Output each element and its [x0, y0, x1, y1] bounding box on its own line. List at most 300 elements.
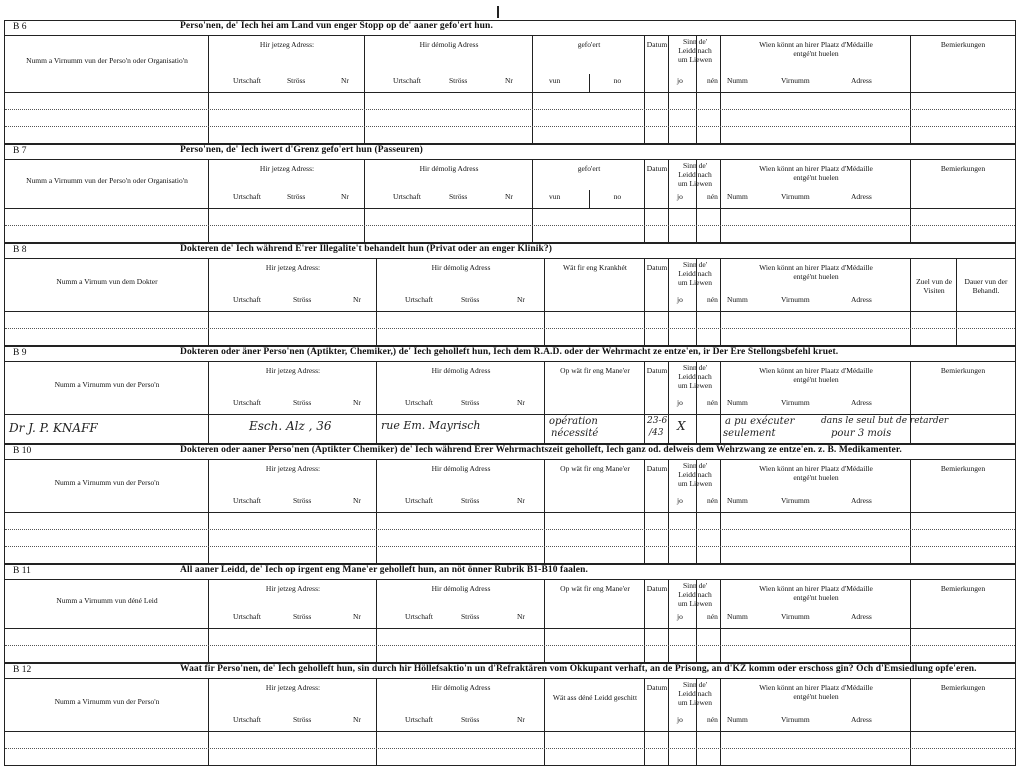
column-header — [5, 679, 1015, 732]
sense-label-1: Sinn de' — [682, 161, 708, 170]
current-address-label: Hir jetzeg Adress: — [265, 584, 321, 593]
handwritten-remark-1: a pu exécuter — [725, 416, 795, 427]
duration-label: Dauer vun der Behandl. — [964, 277, 1008, 295]
date-label: Datum — [646, 584, 668, 593]
current-address-label: Hir jetzeg Adress: — [265, 263, 321, 272]
col-line — [644, 312, 645, 328]
table-row — [5, 329, 1015, 346]
col-line — [910, 226, 911, 242]
col-line — [910, 312, 911, 328]
col-line — [720, 749, 721, 765]
former-address-label: Hir démolig Adress — [431, 366, 491, 375]
name-column-label: Numm a Virnumm vun déné Leid — [56, 596, 158, 605]
sense-label-1: Sinn de' — [682, 260, 708, 269]
date-label: Datum — [646, 263, 668, 272]
col-line — [696, 415, 697, 443]
name-column-label: Numm a Virnumm vun der Perso'n — [54, 478, 160, 487]
address-label: Adress — [851, 715, 872, 724]
col-line — [376, 547, 377, 563]
sense-label-3: um Liewen — [678, 55, 712, 64]
col-line — [532, 209, 533, 225]
col-line — [364, 110, 365, 126]
col-line — [644, 530, 645, 546]
medal-label-1: Wien könnt an hirer Plaatz d'Médaille — [759, 263, 873, 272]
date-label: Datum — [646, 464, 668, 473]
stross-label: Ströss — [293, 715, 312, 724]
no-label: nén — [707, 715, 718, 724]
col-line — [376, 749, 377, 765]
surname-label: Numm — [727, 715, 748, 724]
sense-label-2: Leidd nach — [678, 372, 712, 381]
date-label: Datum — [646, 683, 668, 692]
col-line — [376, 530, 377, 546]
section-code: B 12 — [13, 665, 32, 675]
col-line — [208, 415, 209, 443]
col-line — [910, 93, 911, 109]
column-header — [5, 36, 1015, 93]
col-line — [364, 127, 365, 143]
urtschaft-label: Urtschaft — [393, 76, 421, 85]
handwritten-remark-3: dans le seul but de retarder — [821, 416, 949, 426]
col-line — [668, 732, 669, 748]
no-label: nén — [707, 192, 718, 201]
col-line — [910, 513, 911, 529]
section-title: Dokteren oder aaner Perso'nen (Aptikter Chemiker) de' Iech während Erer Wehrmachtszeit geholleft, Iech ganz od. delweis dem Wehrzwang ze entze'en. z. B. Medikamenter. — [180, 445, 902, 455]
current-address-label: Hir jetzeg Adress: — [259, 40, 315, 49]
from-label: vun — [549, 76, 561, 85]
remarks-label: Bemierkungen — [940, 464, 986, 473]
no-label: nén — [707, 612, 718, 621]
col-line — [720, 312, 721, 328]
section-title: Dokteren de' Iech während E'rer Illegalite't behandelt hun (Privat oder an enger Klinik?) — [180, 244, 553, 254]
urtschaft-label: Urtschaft — [233, 76, 261, 85]
col-line — [544, 513, 545, 529]
col-line — [720, 629, 721, 645]
nr-label: Nr — [341, 192, 349, 201]
current-address-label: Hir jetzeg Adress: — [265, 366, 321, 375]
nr-label: Nr — [505, 76, 513, 85]
firstname-label: Virnumm — [781, 496, 810, 505]
col-line — [544, 732, 545, 748]
col-line — [544, 749, 545, 765]
sense-label-3: um Liewen — [678, 381, 712, 390]
surname-label: Numm — [727, 496, 748, 505]
col-line — [668, 646, 669, 662]
col-line — [720, 226, 721, 242]
sense-label-1: Sinn de' — [682, 37, 708, 46]
handwritten-manner-1: opération — [549, 416, 598, 427]
col-line — [720, 110, 721, 126]
urtschaft-label: Urtschaft — [405, 496, 433, 505]
col-line — [696, 513, 697, 529]
sense-label-1: Sinn de' — [682, 581, 708, 590]
yes-label: jo — [677, 76, 683, 85]
date-label: Datum — [646, 40, 668, 49]
col-line — [910, 329, 911, 345]
col-line — [644, 329, 645, 345]
col-line — [696, 93, 697, 109]
stross-label: Ströss — [449, 192, 468, 201]
sense-label-2: Leidd nach — [678, 170, 712, 179]
col-line — [208, 226, 209, 242]
former-address-label: Hir démolig Adress — [431, 683, 491, 692]
nr-label: Nr — [353, 496, 361, 505]
col-line — [208, 209, 209, 225]
col-line — [720, 530, 721, 546]
firstname-label: Virnumm — [781, 295, 810, 304]
transported-label: gefo'ert — [577, 164, 601, 173]
col-line — [364, 93, 365, 109]
sense-label-2: Leidd nach — [678, 46, 712, 55]
nr-label: Nr — [353, 612, 361, 621]
urtschaft-label: Urtschaft — [233, 192, 261, 201]
sense-label-3: um Liewen — [678, 179, 712, 188]
section-title: Perso'nen, de' Iech hei am Land vun enger Stopp op de' aaner gefo'ert hun. — [180, 21, 493, 31]
sense-label-3: um Liewen — [678, 599, 712, 608]
sense-label-1: Sinn de' — [682, 461, 708, 470]
col-line — [696, 127, 697, 143]
col-line — [720, 209, 721, 225]
nr-label: Nr — [505, 192, 513, 201]
handwritten-date-2: /43 — [649, 428, 664, 438]
col-line — [544, 646, 545, 662]
col-line — [720, 513, 721, 529]
surname-label: Numm — [727, 612, 748, 621]
col-line — [644, 415, 645, 443]
col-line — [364, 209, 365, 225]
table-row — [5, 312, 1015, 329]
col-line — [544, 329, 545, 345]
col-line — [720, 93, 721, 109]
sense-label-1: Sinn de' — [682, 363, 708, 372]
table-row — [5, 749, 1015, 766]
urtschaft-label: Urtschaft — [233, 295, 261, 304]
nr-label: Nr — [353, 715, 361, 724]
col-line — [544, 547, 545, 563]
medal-label-2: entgé'nt huelen — [793, 173, 839, 182]
col-line — [544, 415, 545, 443]
col-line — [696, 749, 697, 765]
col-line — [532, 226, 533, 242]
address-label: Adress — [851, 398, 872, 407]
medal-label-2: entgé'nt huelen — [793, 593, 839, 602]
firstname-label: Virnumm — [781, 398, 810, 407]
stross-label: Ströss — [293, 398, 312, 407]
col-line — [668, 93, 669, 109]
stross-label: Ströss — [461, 295, 480, 304]
col-line — [544, 312, 545, 328]
col-line — [910, 530, 911, 546]
col-line — [644, 547, 645, 563]
stross-label: Ströss — [461, 496, 480, 505]
col-line — [668, 312, 669, 328]
nr-label: Nr — [353, 295, 361, 304]
col-line — [720, 547, 721, 563]
col-line — [910, 127, 911, 143]
section-header — [5, 664, 1015, 679]
medal-label-2: entgé'nt huelen — [793, 473, 839, 482]
col-line — [644, 127, 645, 143]
table-row — [5, 530, 1015, 547]
col-line — [644, 110, 645, 126]
col-line — [720, 415, 721, 443]
surname-label: Numm — [727, 398, 748, 407]
column-header — [5, 160, 1015, 209]
col-line — [668, 329, 669, 345]
sense-label-3: um Liewen — [678, 479, 712, 488]
yes-label: jo — [677, 612, 683, 621]
section-title: Waat fir Perso'nen, de' Iech geholleft hun, sin durch hir Höllefsaktio'n un d'Refraktären vom Okkupant verhaft, an de Prisong, an d'KZ komm oder erschoss gin? Och d'Emsiedlung opfe'eren. — [180, 664, 977, 674]
column-header — [5, 580, 1015, 629]
yes-label: jo — [677, 295, 683, 304]
stross-label: Ströss — [293, 496, 312, 505]
nr-label: Nr — [517, 496, 525, 505]
col-line — [208, 127, 209, 143]
section-b6 — [4, 20, 1016, 144]
col-line — [208, 312, 209, 328]
urtschaft-label: Urtschaft — [233, 612, 261, 621]
name-column-label: Numm a Virnum vun dem Dokter — [56, 277, 158, 286]
former-address-label: Hir démolig Adress — [431, 464, 491, 473]
table-row — [5, 110, 1015, 127]
sense-label-3: um Liewen — [678, 278, 712, 287]
medal-label-1: Wien könnt an hirer Plaatz d'Médaille — [759, 164, 873, 173]
yes-label: jo — [677, 496, 683, 505]
urtschaft-label: Urtschaft — [233, 496, 261, 505]
current-address-label: Hir jetzeg Adress: — [265, 683, 321, 692]
col-line — [208, 629, 209, 645]
table-row — [5, 732, 1015, 749]
col-line — [910, 547, 911, 563]
split-line — [589, 74, 590, 92]
medal-label-2: entgé'nt huelen — [793, 692, 839, 701]
no-label: nén — [707, 496, 718, 505]
section-code: B 9 — [13, 348, 27, 358]
data-rows — [5, 209, 1015, 243]
table-row — [5, 415, 1015, 444]
medal-label-1: Wien könnt an hirer Plaatz d'Médaille — [759, 464, 873, 473]
remarks-label: Bemierkungen — [940, 40, 986, 49]
section-title: Perso'nen, de' Iech iwert d'Grenz gefo'ert hun (Passeuren) — [180, 145, 423, 155]
col-line — [208, 93, 209, 109]
no-label: nén — [707, 76, 718, 85]
medal-label-1: Wien könnt an hirer Plaatz d'Médaille — [759, 584, 873, 593]
urtschaft-label: Urtschaft — [233, 398, 261, 407]
col-line — [208, 329, 209, 345]
handwritten-date-1: 23-6 — [647, 416, 668, 426]
col-line — [208, 110, 209, 126]
col-line — [668, 513, 669, 529]
nr-label: Nr — [517, 612, 525, 621]
col-line — [376, 513, 377, 529]
col-line — [910, 209, 911, 225]
top-mark — [497, 6, 499, 18]
col-line — [208, 732, 209, 748]
col-line — [720, 732, 721, 748]
nr-label: Nr — [517, 295, 525, 304]
former-address-label: Hir démolig Adress — [419, 164, 479, 173]
name-column-label: Numm a Virnumm vun der Perso'n — [54, 697, 160, 706]
col-line — [668, 209, 669, 225]
col-line — [956, 312, 957, 328]
yes-label: jo — [677, 398, 683, 407]
col-line — [696, 329, 697, 345]
table-row — [5, 547, 1015, 564]
yes-label: jo — [677, 715, 683, 724]
section-header — [5, 445, 1015, 460]
stross-label: Ströss — [461, 612, 480, 621]
no-label: nén — [707, 398, 718, 407]
section-b8 — [4, 243, 1016, 346]
col-line — [668, 530, 669, 546]
section-code: B 7 — [13, 146, 27, 156]
handwritten-address-2: rue Em. Mayrisch — [381, 419, 481, 432]
col-line — [696, 646, 697, 662]
col-line — [644, 513, 645, 529]
form-sheet — [4, 20, 1016, 766]
remarks-label: Bemierkungen — [940, 584, 986, 593]
medal-label-2: entgé'nt huelen — [793, 375, 839, 384]
nr-label: Nr — [517, 398, 525, 407]
col-line — [376, 329, 377, 345]
stross-label: Ströss — [293, 295, 312, 304]
col-line — [532, 110, 533, 126]
section-header — [5, 21, 1015, 36]
remarks-label: Bemierkungen — [940, 683, 986, 692]
col-line — [644, 93, 645, 109]
col-line — [910, 646, 911, 662]
col-line — [696, 547, 697, 563]
col-line — [208, 513, 209, 529]
transported-label: gefo'ert — [577, 40, 601, 49]
col-line — [544, 629, 545, 645]
manner-label: Op wät fir eng Mane'er — [560, 584, 630, 593]
col-line — [644, 749, 645, 765]
section-code: B 10 — [13, 446, 32, 456]
name-column-label: Numm a Virnumm vun der Perso'n oder Organisatio'n — [26, 56, 188, 65]
medal-label-2: entgé'nt huelen — [793, 272, 839, 281]
medal-label-2: entgé'nt huelen — [793, 49, 839, 58]
data-rows — [5, 513, 1015, 564]
col-line — [376, 415, 377, 443]
address-label: Adress — [851, 496, 872, 505]
sense-label-2: Leidd nach — [678, 689, 712, 698]
data-rows — [5, 312, 1015, 346]
former-address-label: Hir démolig Adress — [419, 40, 479, 49]
surname-label: Numm — [727, 295, 748, 304]
col-line — [720, 329, 721, 345]
handwritten-address-1: Esch. Alz , 36 — [249, 419, 332, 433]
sense-label-2: Leidd nach — [678, 269, 712, 278]
section-b9 — [4, 346, 1016, 444]
data-rows — [5, 732, 1015, 766]
col-line — [668, 415, 669, 443]
sense-label-2: Leidd nach — [678, 590, 712, 599]
urtschaft-label: Urtschaft — [405, 295, 433, 304]
col-line — [376, 629, 377, 645]
address-label: Adress — [851, 295, 872, 304]
section-code: B 8 — [13, 245, 27, 255]
col-line — [668, 110, 669, 126]
firstname-label: Virnumm — [781, 612, 810, 621]
col-line — [544, 530, 545, 546]
col-line — [364, 226, 365, 242]
from-label: vun — [549, 192, 561, 201]
yes-label: jo — [677, 192, 683, 201]
handwritten-manner-2: nécessité — [551, 428, 599, 439]
col-line — [956, 329, 957, 345]
remarks-label: Bemierkungen — [940, 366, 986, 375]
table-row — [5, 226, 1015, 243]
col-line — [532, 127, 533, 143]
handwritten-remark-4: pour 3 mois — [831, 428, 892, 439]
col-line — [376, 646, 377, 662]
col-line — [376, 732, 377, 748]
section-code: B 6 — [13, 22, 27, 32]
nr-label: Nr — [341, 76, 349, 85]
nr-label: Nr — [517, 715, 525, 724]
to-label: no — [613, 192, 622, 201]
col-line — [696, 629, 697, 645]
stross-label: Ströss — [293, 612, 312, 621]
col-line — [376, 312, 377, 328]
col-line — [696, 732, 697, 748]
current-address-label: Hir jetzeg Adress: — [259, 164, 315, 173]
urtschaft-label: Urtschaft — [393, 192, 421, 201]
medal-label-1: Wien könnt an hirer Plaatz d'Médaille — [759, 366, 873, 375]
section-title: Dokteren oder äner Perso'nen (Aptikter, Chemiker,) de' Iech geholleft hun, Iech dem R.A.D. oder der Wehrmacht ze entze'en, ir Der Ere Stellongsbefehl kruet. — [180, 347, 839, 357]
section-header — [5, 145, 1015, 160]
table-row — [5, 513, 1015, 530]
stross-label: Ströss — [287, 76, 306, 85]
col-line — [696, 530, 697, 546]
medal-label-1: Wien könnt an hirer Plaatz d'Médaille — [759, 40, 873, 49]
col-line — [668, 629, 669, 645]
date-label: Datum — [646, 164, 668, 173]
table-row — [5, 93, 1015, 110]
col-line — [910, 749, 911, 765]
firstname-label: Virnumm — [781, 715, 810, 724]
table-row — [5, 209, 1015, 226]
section-header — [5, 347, 1015, 362]
urtschaft-label: Urtschaft — [405, 612, 433, 621]
surname-label: Numm — [727, 192, 748, 201]
to-label: no — [613, 76, 622, 85]
manner-label: Wät fir eng Krankhét — [563, 263, 627, 272]
col-line — [696, 312, 697, 328]
stross-label: Ströss — [461, 715, 480, 724]
manner-label: Op wät fir eng Mane'er — [560, 366, 630, 375]
section-header — [5, 565, 1015, 580]
manner-label: Op wät fir eng Mane'er — [560, 464, 630, 473]
sense-label-3: um Liewen — [678, 698, 712, 707]
col-line — [910, 110, 911, 126]
address-label: Adress — [851, 192, 872, 201]
col-line — [644, 209, 645, 225]
section-title: All aaner Leidd, de' Iech op irgent eng Mane'er geholleft hun, an nöt önner Rubrik B1-B10 faalen. — [180, 565, 588, 575]
column-header — [5, 259, 1015, 312]
medal-label-1: Wien könnt an hirer Plaatz d'Médaille — [759, 683, 873, 692]
col-line — [208, 530, 209, 546]
date-label: Datum — [646, 366, 668, 375]
no-label: nén — [707, 295, 718, 304]
col-line — [910, 629, 911, 645]
section-b7 — [4, 144, 1016, 243]
col-line — [910, 732, 911, 748]
manner-label: Wät ass déné Leidd geschitt — [552, 693, 638, 702]
col-line — [644, 226, 645, 242]
urtschaft-label: Urtschaft — [405, 398, 433, 407]
